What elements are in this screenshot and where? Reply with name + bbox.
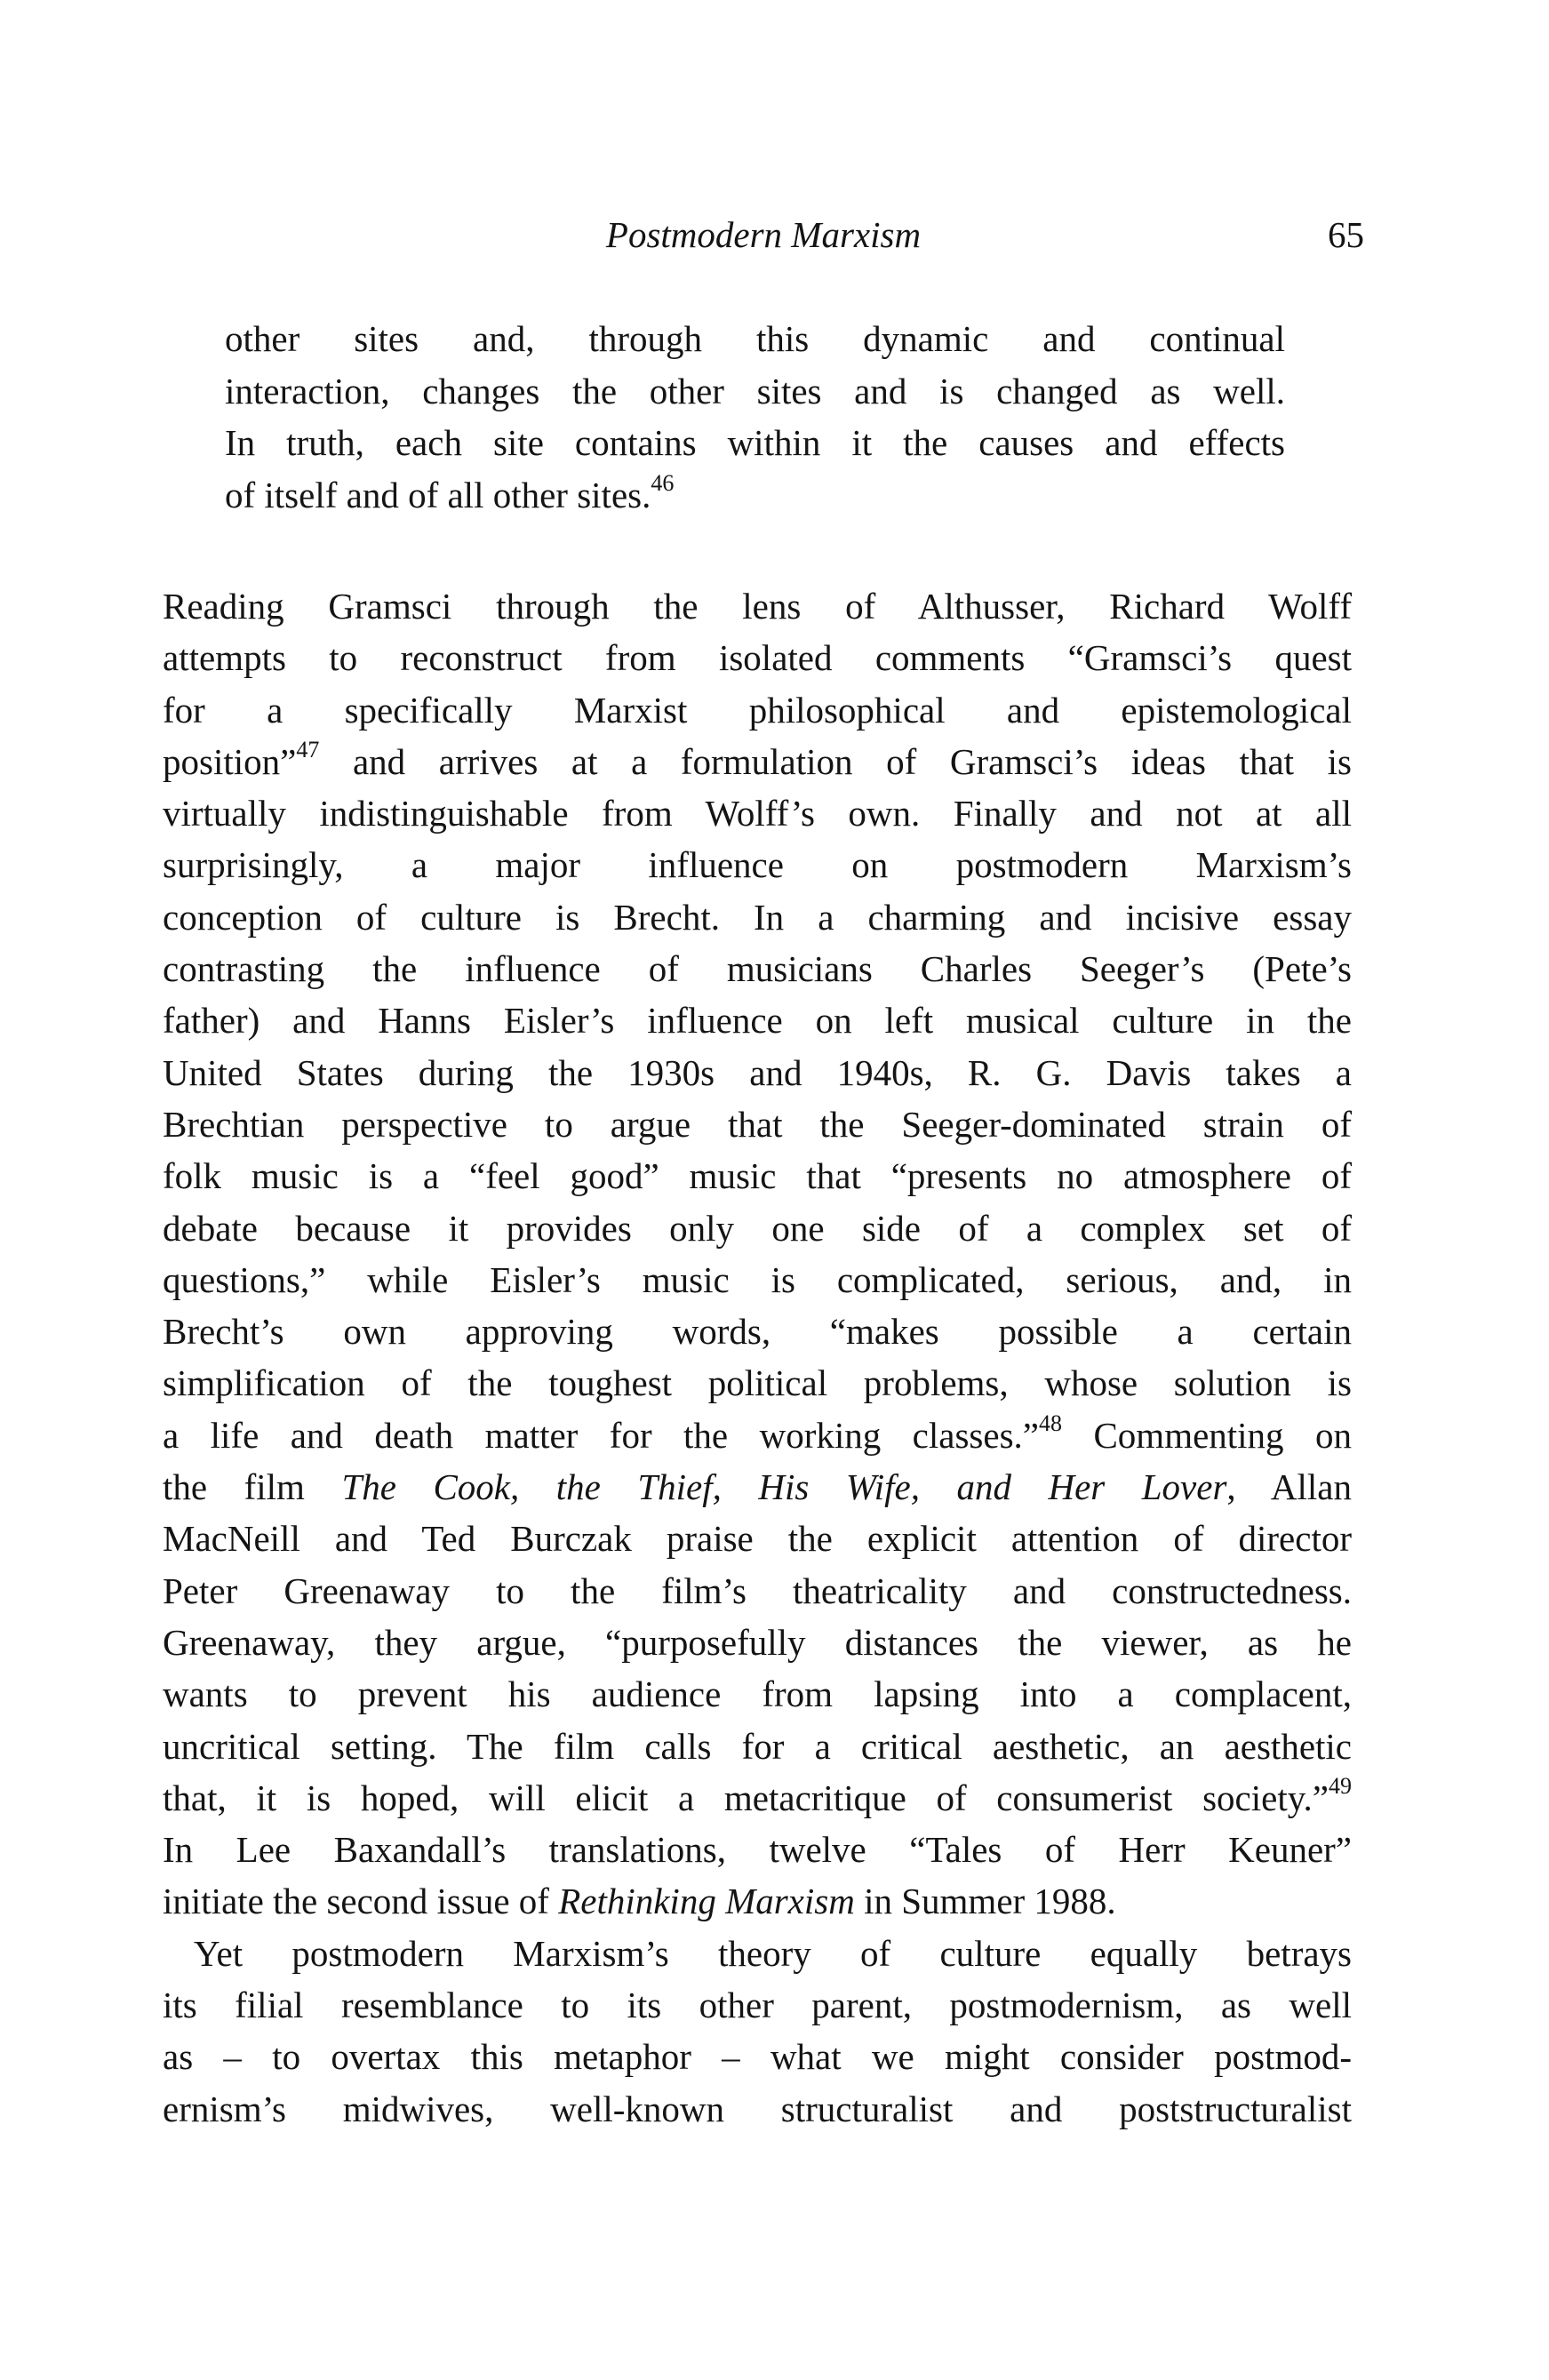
page-number: 65 bbox=[1328, 214, 1364, 255]
text-line: as – to overtax this metaphor – what we might consider postmod- bbox=[163, 2036, 1352, 2078]
text-line: simplification of the toughest political problems, whose solution is bbox=[163, 1362, 1352, 1404]
text-line: Greenaway, they argue, “purposefully distances the viewer, as he bbox=[163, 1621, 1352, 1663]
text-line bbox=[163, 1875, 1352, 1927]
quote-line: interaction, changes the other sites and is changed as well. bbox=[225, 370, 1285, 411]
text-fragment: Commenting on bbox=[1062, 1414, 1353, 1456]
text-line: uncritical setting. The film calls for a critical aesthetic, an aesthetic bbox=[163, 1725, 1352, 1767]
text-fragment: and arrives at a formulation of Gramsci’s ideas that is bbox=[319, 740, 1352, 782]
footnote-ref-49: 49 bbox=[1329, 1773, 1352, 1800]
text-line: surprisingly, a major influence on postmodern Marxism’s bbox=[163, 844, 1352, 886]
footnote-ref-48: 48 bbox=[1039, 1410, 1062, 1437]
text-line: Brecht’s own approving words, “makes possible a certain bbox=[163, 1311, 1352, 1353]
block-quote bbox=[225, 313, 1285, 521]
text-line: contrasting the influence of musicians Charles Seeger’s (Pete’s bbox=[163, 948, 1352, 990]
text-line: Reading Gramsci through the lens of Althusser, Richard Wolff bbox=[163, 586, 1352, 627]
paragraph-1 bbox=[163, 580, 1352, 1928]
text-line: Yet postmodern Marxism’s theory of culture equally betrays bbox=[194, 1932, 1352, 1974]
text-line: United States during the 1930s and 1940s, R. G. Davis takes a bbox=[163, 1051, 1352, 1093]
text-fragment: in Summer 1988. bbox=[854, 1881, 1116, 1922]
text-line: In Lee Baxandall’s translations, twelve “Tales of Herr Keuner” bbox=[163, 1829, 1352, 1871]
film-title: The Cook, the Thief, His Wife, and Her Lover bbox=[341, 1466, 1227, 1508]
text-fragment: , Allan bbox=[1226, 1466, 1352, 1508]
text-fragment: position” bbox=[163, 740, 297, 782]
text-fragment: that, it is hoped, will elicit a metacritique of consumerist society.” bbox=[163, 1777, 1329, 1818]
text-line bbox=[163, 1772, 1352, 1824]
text-fragment: a life and death matter for the working classes.” bbox=[163, 1414, 1039, 1456]
text-line: for a specifically Marxist philosophical and epistemological bbox=[163, 689, 1352, 731]
quote-line: other sites and, through this dynamic and continual bbox=[225, 318, 1285, 359]
text-line bbox=[163, 1410, 1352, 1461]
text-line: father) and Hanns Eisler’s influence on left musical culture in the bbox=[163, 1000, 1352, 1042]
text-line: ernism’s midwives, well-known structuralist and poststructuralist bbox=[163, 2088, 1352, 2129]
running-title: Postmodern Marxism bbox=[605, 214, 922, 255]
text-line: folk music is a “feel good” music that “presents no atmosphere of bbox=[163, 1155, 1352, 1197]
text-line: Peter Greenaway to the film’s theatricality and constructedness. bbox=[163, 1569, 1352, 1611]
text-line: wants to prevent his audience from lapsing into a complacent, bbox=[163, 1673, 1352, 1715]
quote-line: In truth, each site contains within it the causes and effects bbox=[225, 422, 1285, 463]
footnote-ref-47: 47 bbox=[296, 737, 320, 763]
paragraph-2 bbox=[163, 1928, 1352, 2135]
text-line: MacNeill and Ted Burczak praise the explicit attention of director bbox=[163, 1518, 1352, 1560]
text-line bbox=[163, 1461, 1352, 1513]
quote-line-text: of itself and of all other sites. bbox=[225, 474, 651, 515]
text-line: conception of culture is Brecht. In a charming and incisive essay bbox=[163, 896, 1352, 938]
body-text bbox=[163, 580, 1352, 2135]
text-line: its filial resemblance to its other parent, postmodernism, as well bbox=[163, 1985, 1352, 2026]
text-line bbox=[163, 736, 1352, 787]
text-fragment: the film bbox=[163, 1466, 342, 1508]
text-fragment: initiate the second issue of bbox=[163, 1881, 559, 1922]
text-line: questions,” while Eisler’s music is complicated, serious, and, in bbox=[163, 1258, 1352, 1300]
footnote-ref-46: 46 bbox=[651, 469, 675, 496]
running-head bbox=[163, 213, 1364, 267]
quote-line bbox=[225, 469, 1285, 522]
journal-title: Rethinking Marxism bbox=[558, 1881, 855, 1922]
text-line: attempts to reconstruct from isolated comments “Gramsci’s quest bbox=[163, 637, 1352, 679]
text-line: debate because it provides only one side of a complex set of bbox=[163, 1207, 1352, 1249]
text-line: Brechtian perspective to argue that the Seeger-dominated strain of bbox=[163, 1103, 1352, 1145]
text-line: virtually indistinguishable from Wolff’s own. Finally and not at all bbox=[163, 793, 1352, 835]
